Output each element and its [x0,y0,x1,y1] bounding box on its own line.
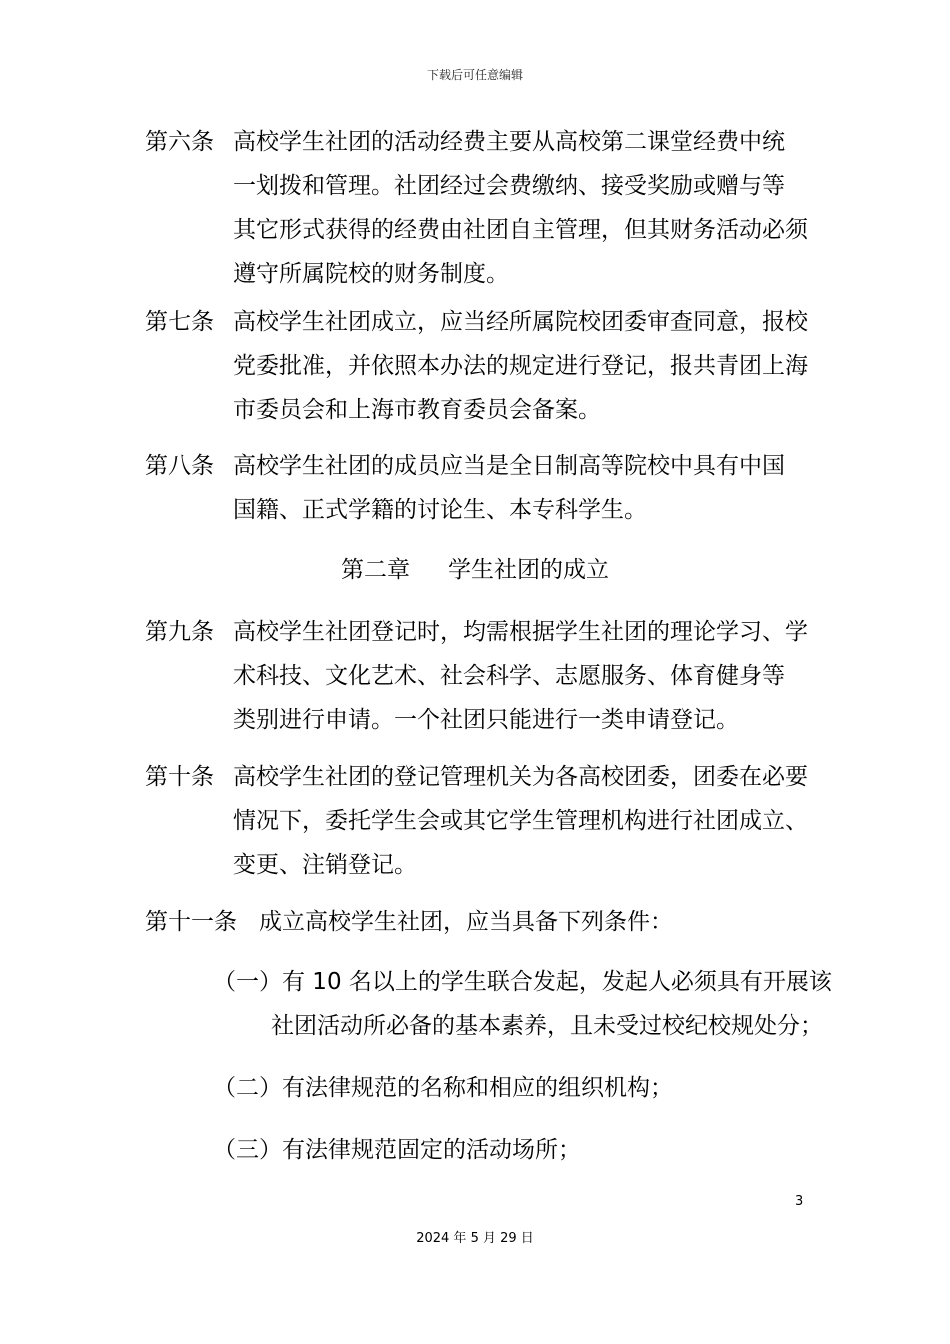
item-line: 有 10 名以上的学生联合发起，发起人必须具有开展该 [282,969,832,995]
article-11 [145,900,673,944]
article-line: 一划拨和管理。社团经过会费缴纳、接受奖励或赠与等 [233,173,785,199]
article-line: 类别进行申请。一个社团只能进行一类申请登记。 [233,707,739,733]
article-10 [145,755,815,887]
footer-date: 2024 年 5 月 29 日 [416,1231,534,1246]
condition-item-3 [213,1128,581,1172]
article-body [233,444,815,532]
article-line: 高校学生社团的活动经费主要从高校第二课堂经费中统 [233,129,785,155]
condition-item-1 [213,960,832,1048]
article-line: 高校学生社团的成员应当是全日制高等院校中具有中国 [233,453,785,479]
chapter-number: 第二章 [341,557,410,583]
item-line: 社团活动所必备的基本素养，且未受过校纪校规处分； [271,1013,823,1039]
article-body [233,610,815,742]
article-9 [145,610,815,742]
article-body [233,755,815,887]
page-number: 3 [795,1194,804,1209]
article-body: 成立高校学生社团，应当具备下列条件： [259,909,673,935]
article-line: 党委批准，并依照本办法的规定进行登记，报共青团上海 [233,353,808,379]
article-line: 高校学生社团登记时，均需根据学生社团的理论学习、学 [233,619,808,645]
item-marker: （一） [213,969,282,995]
article-line: 市委员会和上海市教育委员会备案。 [233,397,601,423]
chapter-title: 学生社团的成立 [448,557,609,583]
article-label: 第十条 [145,764,214,790]
item-line: 有法律规范固定的活动场所； [282,1137,581,1163]
article-line: 其它形式获得的经费由社团自主管理，但其财务活动必须 [233,217,808,243]
article-line: 遵守所属院校的财务制度。 [233,261,509,287]
page-header: 下载后可任意编辑 [426,68,523,82]
article-body [233,120,815,296]
article-label: 第九条 [145,619,214,645]
article-label: 第七条 [145,309,214,335]
article-line: 术科技、文化艺术、社会科学、志愿服务、体育健身等 [233,663,785,689]
article-line: 情况下，委托学生会或其它学生管理机构进行社团成立、 [233,808,808,834]
item-marker: （二） [213,1075,282,1101]
article-line: 高校学生社团成立，应当经所属院校团委审查同意，报校 [233,309,808,335]
chapter-heading [0,548,950,592]
article-line: 国籍、正式学籍的讨论生、本专科学生。 [233,497,647,523]
condition-item-2 [213,1066,673,1110]
item-marker: （三） [213,1137,282,1163]
article-7 [145,300,815,432]
article-label: 第十一条 [145,909,237,935]
article-body [233,300,815,432]
article-label: 第八条 [145,453,214,479]
article-8 [145,444,815,532]
item-line: 有法律规范的名称和相应的组织机构； [282,1075,673,1101]
article-label: 第六条 [145,129,214,155]
article-line: 高校学生社团的登记管理机关为各高校团委，团委在必要 [233,764,808,790]
article-line: 变更、注销登记。 [233,852,417,878]
article-6 [145,120,815,296]
